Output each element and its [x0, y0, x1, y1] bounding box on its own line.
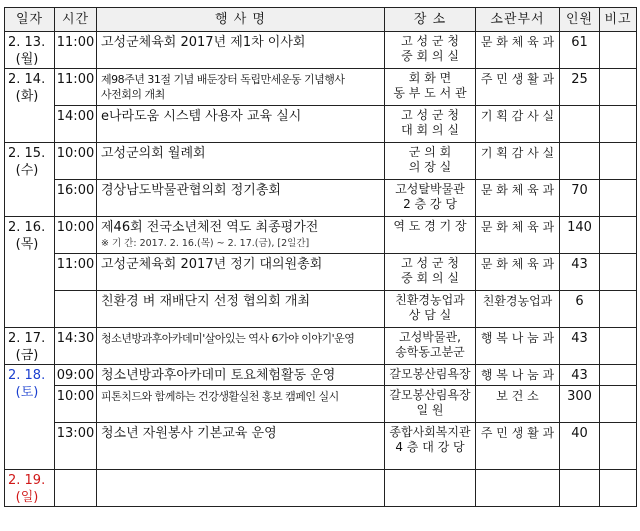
dept-cell: 주 민 생 활 과 — [476, 423, 560, 470]
schedule-sheet — [4, 7, 636, 525]
time-cell: 14:00 — [55, 106, 97, 143]
weekday-text: (목) — [15, 237, 39, 252]
memo-cell — [600, 423, 637, 470]
dept-cell: 문 화 체 육 과 — [476, 180, 560, 217]
time-cell: 10:00 — [55, 143, 97, 180]
place-cell — [385, 106, 476, 143]
time-cell: 10:00 — [55, 217, 97, 254]
count-cell: 140 — [560, 217, 600, 254]
dept-cell: 기 획 감 사 실 — [476, 143, 560, 180]
place-line: 회 화 면 — [408, 71, 452, 85]
count-cell: 40 — [560, 423, 600, 470]
place-line: 중 회 의 실 — [401, 271, 459, 285]
memo-cell — [600, 328, 637, 365]
schedule-table — [4, 7, 637, 507]
count-cell — [560, 143, 600, 180]
time-cell: 13:00 — [55, 423, 97, 470]
event-line: 청소년방과후아카데미'살아있는 역사 6가야 이야기'운영 — [101, 332, 355, 345]
place-cell — [385, 386, 476, 423]
table-row — [5, 143, 637, 180]
table-row — [5, 470, 637, 507]
place-cell — [385, 328, 476, 365]
memo-cell — [600, 32, 637, 69]
place-line: 동 부 도 서 관 — [393, 86, 467, 100]
date-cell — [5, 143, 55, 217]
date-text: 2. 16. — [8, 220, 46, 235]
event-line: 피톤치드와 함께하는 건강생활실천 홍보 캠페인 실시 — [101, 390, 339, 403]
date-cell — [5, 217, 55, 328]
dept-cell: 보 건 소 — [476, 386, 560, 423]
header-row — [5, 8, 637, 32]
date-text: 2. 19. — [8, 473, 46, 488]
count-cell — [560, 106, 600, 143]
place-cell — [385, 291, 476, 328]
date-text: 2. 17. — [8, 331, 46, 346]
place-line: 역 도 경 기 장 — [393, 219, 467, 233]
memo-cell — [600, 217, 637, 254]
table-row — [5, 365, 637, 386]
count-cell: 43 — [560, 365, 600, 386]
place-line: 고 성 군 청 — [401, 108, 459, 122]
place-line: 고성박물관, — [399, 330, 461, 344]
table-row — [5, 423, 637, 470]
place-line: 일 원 — [416, 403, 444, 417]
place-line: 갈모봉산림욕장 — [389, 388, 471, 402]
place-line: 의 장 실 — [408, 160, 452, 174]
event-cell — [97, 328, 385, 365]
weekday-text: (금) — [15, 348, 39, 363]
col-header-event: 행 사 명 — [97, 8, 385, 32]
event-cell: 고성군체육회 2017년 정기 대의원총회 — [97, 254, 385, 291]
table-row — [5, 180, 637, 217]
count-cell: 25 — [560, 69, 600, 106]
time-cell: 09:00 — [55, 365, 97, 386]
memo-cell — [600, 291, 637, 328]
date-text: 2. 15. — [8, 146, 46, 161]
dept-cell: 문 화 체 육 과 — [476, 254, 560, 291]
place-cell — [385, 365, 476, 386]
time-cell — [55, 470, 97, 507]
place-line: 4 층 대 강 당 — [395, 440, 465, 454]
count-cell: 300 — [560, 386, 600, 423]
weekday-text: (화) — [15, 89, 39, 104]
dept-cell: 문 화 체 육 과 — [476, 217, 560, 254]
count-cell: 6 — [560, 291, 600, 328]
place-line: 친환경농업과 — [395, 293, 465, 307]
memo-cell — [600, 69, 637, 106]
count-cell: 43 — [560, 254, 600, 291]
place-line: 상 담 실 — [408, 308, 452, 322]
date-text: 2. 13. — [8, 35, 46, 50]
col-header-place: 장 소 — [385, 8, 476, 32]
weekday-text: (토) — [15, 385, 39, 400]
table-row — [5, 328, 637, 365]
date-cell — [5, 69, 55, 143]
event-cell: 고성군체육회 2017년 제1차 이사회 — [97, 32, 385, 69]
time-cell: 11:00 — [55, 69, 97, 106]
dept-cell: 행 복 나 눔 과 — [476, 365, 560, 386]
memo-cell — [600, 386, 637, 423]
table-row — [5, 386, 637, 423]
count-cell: 61 — [560, 32, 600, 69]
weekday-text: (일) — [15, 490, 39, 505]
place-line: 군 의 회 — [408, 145, 452, 159]
event-cell: 고성군의회 월례회 — [97, 143, 385, 180]
dept-cell: 친환경농업과 — [476, 291, 560, 328]
date-cell — [5, 328, 55, 365]
dept-cell: 행 복 나 눔 과 — [476, 328, 560, 365]
table-row — [5, 69, 637, 106]
col-header-date: 일자 — [5, 8, 55, 32]
time-cell — [55, 291, 97, 328]
place-line: 중 회 의 실 — [401, 49, 459, 63]
col-header-time: 시간 — [55, 8, 97, 32]
event-note: ※ 기 간: 2017. 2. 16.(목) ~ 2. 17.(금), [2일간] — [101, 238, 310, 249]
event-cell: 청소년 자원봉사 기본교육 운영 — [97, 423, 385, 470]
event-line: 제46회 전국소년체전 역도 최종평가전 — [101, 220, 319, 235]
event-cell — [97, 69, 385, 106]
place-line: 2 층 강 당 — [403, 197, 457, 211]
count-cell: 43 — [560, 328, 600, 365]
event-line: 사전회의 개최 — [101, 88, 165, 101]
event-cell: 청소년방과후아카데미 토요체험활동 운영 — [97, 365, 385, 386]
dept-cell: 문 화 체 육 과 — [476, 32, 560, 69]
time-cell: 14:30 — [55, 328, 97, 365]
memo-cell — [600, 143, 637, 180]
time-cell: 11:00 — [55, 32, 97, 69]
event-cell: 친환경 벼 재배단지 선정 협의회 개최 — [97, 291, 385, 328]
place-cell — [385, 470, 476, 507]
count-cell — [560, 470, 600, 507]
place-line: 송학동고분군 — [395, 345, 465, 359]
time-cell: 16:00 — [55, 180, 97, 217]
date-cell — [5, 470, 55, 507]
col-header-memo: 비고 — [600, 8, 637, 32]
table-row — [5, 291, 637, 328]
time-cell: 11:00 — [55, 254, 97, 291]
memo-cell — [600, 106, 637, 143]
dept-cell: 주 민 생 활 과 — [476, 69, 560, 106]
dept-cell — [476, 470, 560, 507]
date-text: 2. 18. — [8, 368, 46, 383]
table-row — [5, 32, 637, 69]
date-text: 2. 14. — [8, 72, 46, 87]
place-cell — [385, 423, 476, 470]
event-cell — [97, 470, 385, 507]
place-cell — [385, 180, 476, 217]
memo-cell — [600, 365, 637, 386]
count-cell: 70 — [560, 180, 600, 217]
time-cell: 10:00 — [55, 386, 97, 423]
date-cell — [5, 32, 55, 69]
place-line: 고성탈박물관 — [395, 182, 465, 196]
col-header-count: 인원 — [560, 8, 600, 32]
place-line: 대 회 의 실 — [401, 123, 459, 137]
place-line: 갈모봉산림욕장 — [389, 367, 471, 381]
place-cell — [385, 32, 476, 69]
memo-cell — [600, 254, 637, 291]
event-cell: 경상남도박물관협의회 정기총회 — [97, 180, 385, 217]
table-row — [5, 254, 637, 291]
dept-cell: 기 획 감 사 실 — [476, 106, 560, 143]
date-cell — [5, 365, 55, 470]
event-cell: e나라도움 시스템 사용자 교육 실시 — [97, 106, 385, 143]
memo-cell — [600, 470, 637, 507]
table-row — [5, 217, 637, 254]
event-cell — [97, 217, 385, 254]
weekday-text: (수) — [15, 163, 39, 178]
place-line: 고 성 군 청 — [401, 34, 459, 48]
place-line: 종합사회복지관 — [389, 425, 471, 439]
event-line: 제98주년 31절 기념 배둔장터 독립만세운동 기념행사 — [101, 73, 345, 86]
weekday-text: (월) — [15, 52, 39, 67]
event-cell — [97, 386, 385, 423]
memo-cell — [600, 180, 637, 217]
table-row — [5, 106, 637, 143]
place-cell — [385, 254, 476, 291]
place-line: 고 성 군 청 — [401, 256, 459, 270]
col-header-dept: 소관부서 — [476, 8, 560, 32]
place-cell — [385, 143, 476, 180]
place-cell — [385, 217, 476, 254]
place-cell — [385, 69, 476, 106]
